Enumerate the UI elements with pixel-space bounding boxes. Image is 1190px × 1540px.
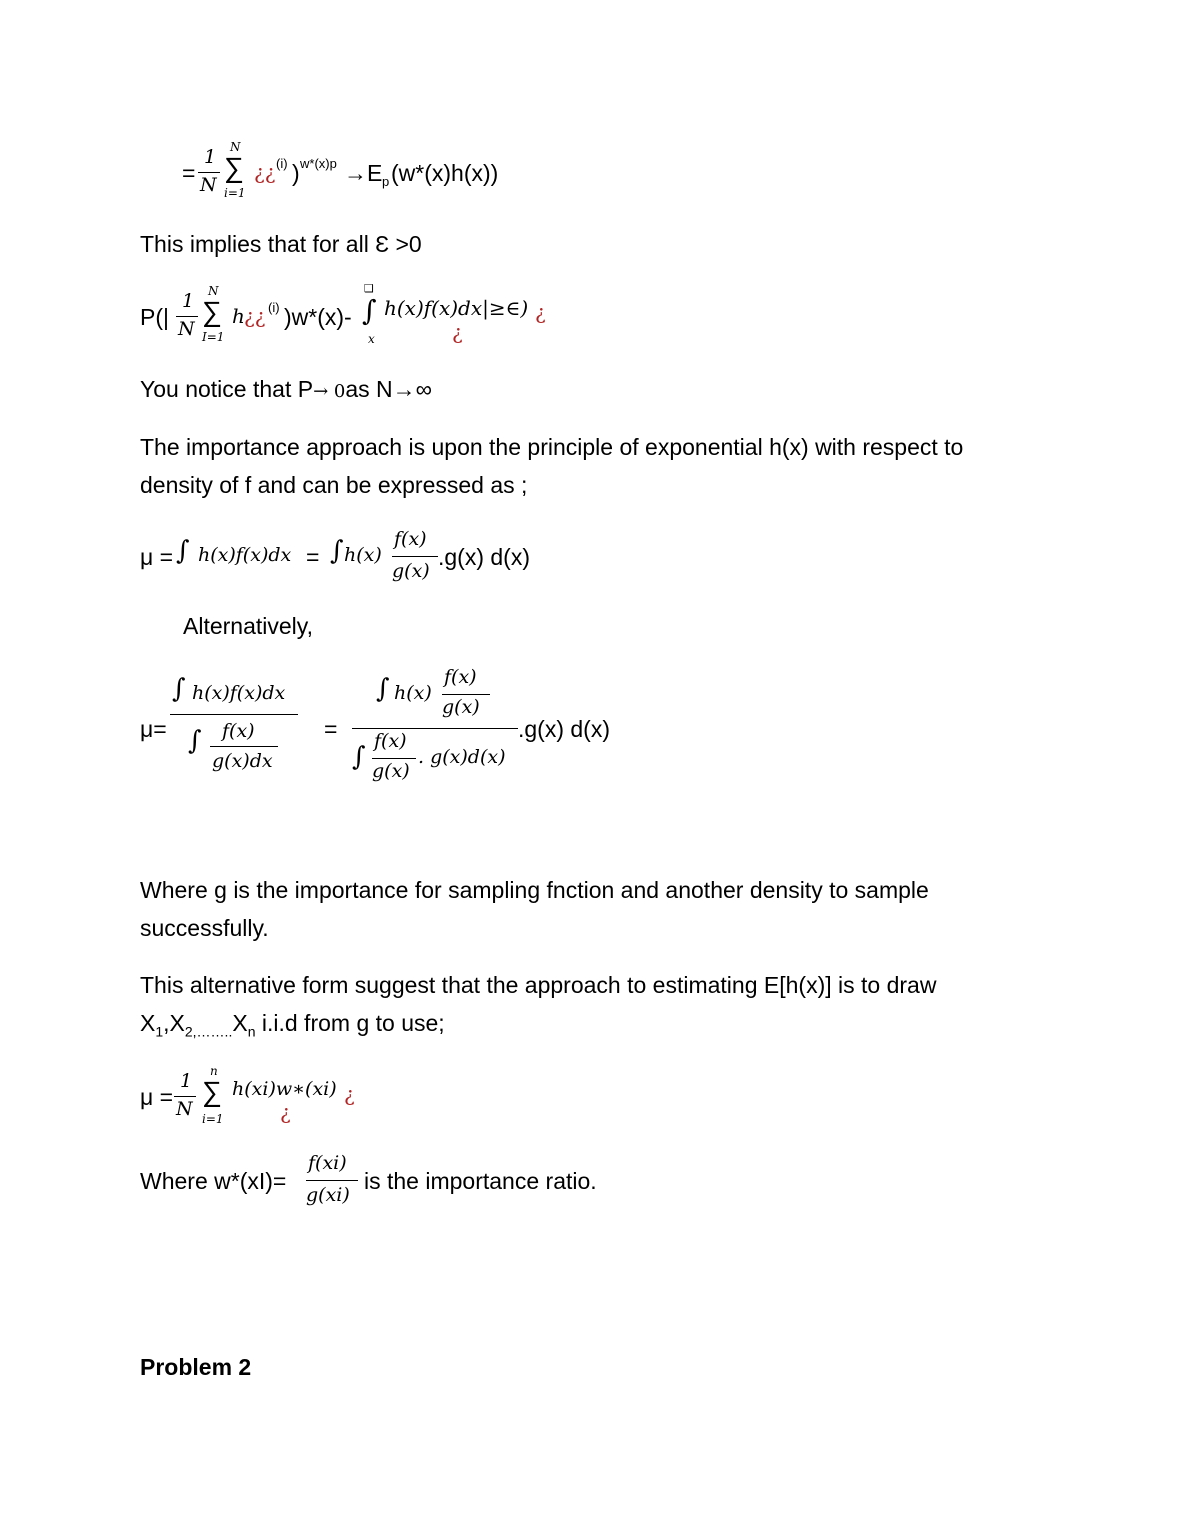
eq5-glyph-under: ¿: [280, 1100, 291, 1124]
eq2-sum-sign: ∑: [202, 296, 222, 327]
eq3-expr2: h(x): [344, 544, 382, 566]
eq5-glyph-end: ¿: [344, 1082, 355, 1106]
eq1-sup-w: w*(x)p: [300, 156, 337, 171]
line-notice: [140, 376, 432, 403]
eq1-frac-den: N: [200, 174, 217, 196]
eq3-frac-bar: [392, 556, 438, 557]
eq2-frac-num: 1: [182, 290, 195, 312]
notice-arrow: → 0: [313, 381, 346, 402]
notice-text-a: You notice that P: [140, 376, 314, 402]
eq6-frac-bar: [306, 1180, 358, 1181]
eq4-f2-bar: [352, 728, 518, 729]
eq1-glyph: ¿¿: [254, 160, 276, 184]
eq1-sum-bottom: i=1: [224, 186, 246, 200]
eq5-sum-top: n: [210, 1064, 218, 1078]
equation-4: [140, 666, 640, 796]
eq5-frac-den: N: [176, 1098, 193, 1120]
heading-problem-2: [140, 1354, 251, 1381]
alt-form-sub-n: n: [247, 1023, 256, 1040]
eq4-f2-num-fnum: f(x): [444, 666, 477, 688]
eq5-frac-bar: [174, 1096, 196, 1097]
eq2-prefix: P(|: [140, 304, 169, 330]
eq2-sum-top: N: [208, 284, 219, 298]
eq2-int-bottom: x: [368, 332, 375, 346]
eq1-arrow-text: →E: [344, 160, 383, 186]
eq5-expr: h(xi)w∗(xi): [232, 1078, 337, 1100]
eq3-frac-num: f(x): [394, 528, 427, 550]
eq2-sup-i: (i): [268, 300, 280, 315]
alt-form-sub-2: 2,……..: [184, 1023, 233, 1040]
eq3-frac-den: g(x): [392, 560, 430, 582]
eq3-int1: ∫: [176, 536, 190, 566]
eq1-tail: (w*(x)h(x)): [391, 160, 499, 186]
eq2-frac-den: N: [178, 318, 195, 340]
paragraph-where-g: Where g is the importance for sampling fnction and another density to sample successfully.: [140, 877, 929, 941]
eq2-integrand: h(x)f(x)dx|≥∈): [384, 296, 529, 320]
eq4-f1-den-den: g(x)dx: [212, 750, 273, 772]
eq2-frac-bar: [176, 316, 198, 317]
equation-3: [140, 524, 560, 588]
eq2-glyph-end: ¿: [535, 300, 546, 324]
alt-form-text-b: i.i.d from g to use;: [255, 1010, 445, 1036]
heading-problem-text: Problem 2: [140, 1354, 252, 1380]
eq4-f2-den-fnum: f(x): [374, 730, 407, 752]
eq2-sum-bottom: I=1: [202, 330, 225, 344]
paragraph-importance: The importance approach is upon the principle of exponential h(x) with respect to density of f and can be expressed as ;: [140, 434, 964, 498]
eq1-sup-i: (i): [276, 156, 288, 171]
eq2-int-top: ❑: [364, 283, 374, 295]
eq1-equals: =: [182, 160, 196, 186]
eq4-f1-den-num: f(x): [222, 720, 255, 742]
eq5-sum-bottom: i=1: [202, 1112, 224, 1126]
eq1-frac-bar: [198, 172, 220, 173]
alt-form-xn: X: [232, 1010, 248, 1036]
eq3-expr1: h(x)f(x)dx: [198, 544, 292, 566]
eq2-h: h: [232, 304, 245, 328]
alt-form-x1: X: [140, 1010, 156, 1036]
eq3-lhs: μ =: [140, 544, 174, 570]
eq4-f2-den-fden: g(x): [372, 760, 410, 782]
eq6-frac-den: g(xi): [306, 1184, 350, 1206]
eq2-mid: )w*(x)-: [284, 304, 352, 330]
eq4-f2-num-h: h(x): [394, 682, 432, 704]
eq4-tail: .g(x) d(x): [518, 716, 610, 742]
eq4-f1-den-int: ∫: [188, 726, 202, 756]
eq3-int2: ∫: [330, 536, 344, 566]
eq6-text-a: Where w*(xI)=: [140, 1168, 287, 1194]
eq4-f1-den-bar: [210, 746, 278, 747]
alt-form-x2: ,X: [163, 1010, 185, 1036]
eq4-f2-den-tail: . g(x)d(x): [418, 746, 506, 768]
alt-form-text-a: This alternative form suggest that the approach to estimating E[h(x)] is to draw: [140, 972, 937, 998]
eq4-f1-num-int: ∫: [172, 674, 186, 704]
eq1-sub-p: p: [382, 174, 390, 189]
eq1-frac-num: 1: [204, 146, 217, 168]
eq2-int-sign: ∫: [362, 294, 377, 327]
eq3-eq: =: [306, 544, 320, 570]
eq4-lhs: μ=: [140, 716, 167, 742]
equation-5: [140, 1066, 380, 1130]
eq6-text-b: is the importance ratio.: [364, 1168, 597, 1194]
eq4-f2-num-fden: g(x): [442, 696, 480, 718]
line-alternatively: Alternatively,: [183, 613, 313, 639]
eq6-frac-num: f(xi): [308, 1152, 347, 1174]
eq5-frac-num: 1: [180, 1070, 193, 1092]
paragraph-alternative-form: [140, 966, 1040, 1051]
eq4-eq: =: [324, 716, 338, 742]
equation-6: [140, 1150, 660, 1214]
eq4-f1-num: h(x)f(x)dx: [192, 682, 286, 704]
alt-form-sub-1: 1: [155, 1023, 164, 1040]
eq5-sum-sign: ∑: [202, 1076, 222, 1107]
eq1-sum-top: N: [230, 140, 241, 154]
eq4-f2-den-int: ∫: [352, 742, 366, 772]
eq2-glyph: ¿¿: [244, 304, 266, 328]
notice-text-b: as N→∞: [345, 376, 433, 402]
eq4-f1-bar: [170, 714, 298, 715]
eq2-glyph-under: ¿: [452, 320, 463, 344]
eq4-f2-den-fbar: [372, 758, 416, 759]
line-implies: This implies that for all Ɛ >0: [140, 231, 422, 257]
eq1-sum-sign: ∑: [224, 152, 244, 183]
eq4-f2-num-int: ∫: [376, 674, 390, 704]
eq5-lhs: μ =: [140, 1084, 174, 1110]
equation-2: [140, 284, 570, 348]
eq1-paren: ): [292, 160, 300, 186]
eq3-tail: .g(x) d(x): [438, 544, 530, 570]
eq4-f2-num-fbar: [442, 694, 490, 695]
